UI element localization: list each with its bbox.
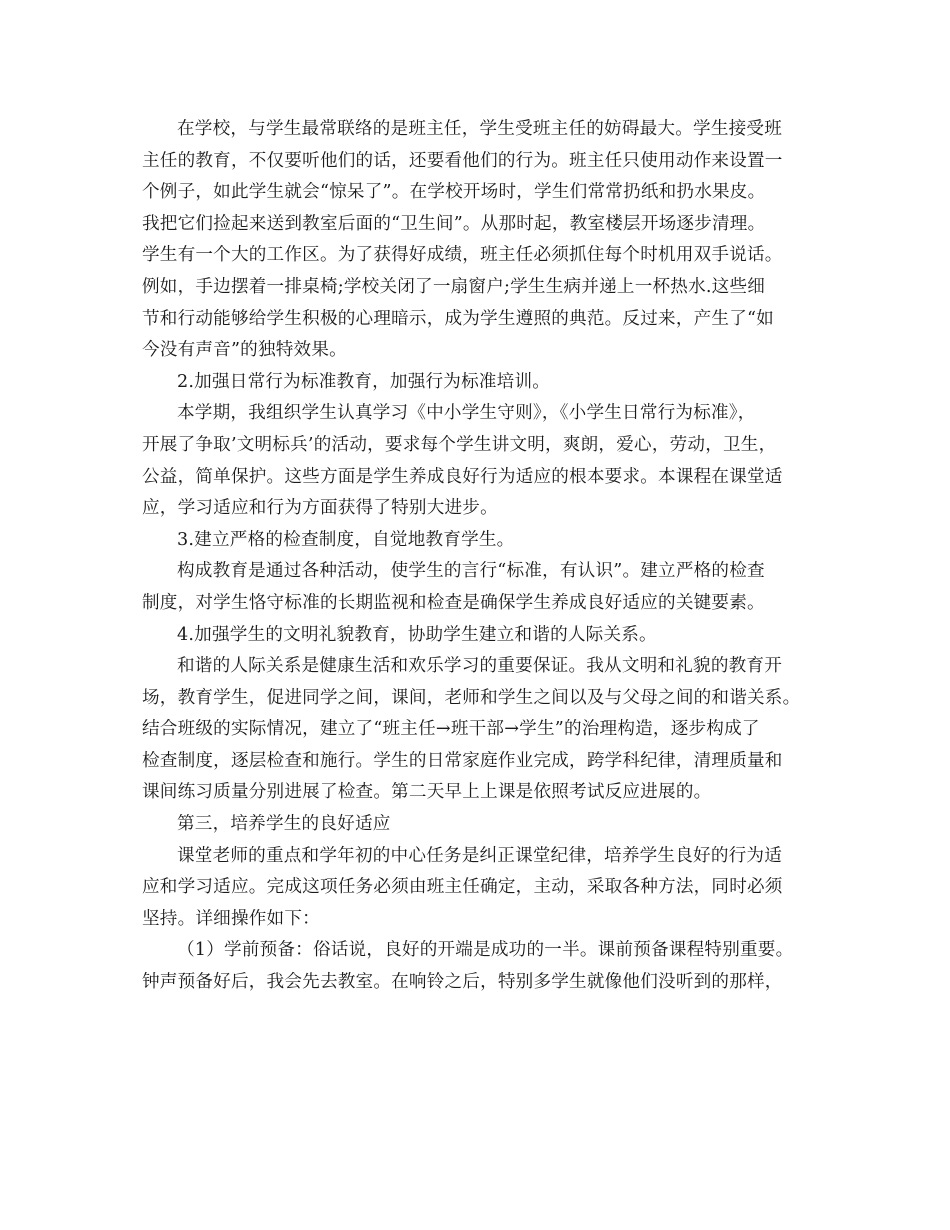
- text-line: 学生有一个大的工作区。为了获得好成绩，班主任必须抓住每个时机用双手说话。: [142, 245, 783, 266]
- text-line: 我把它们捡起来送到教室后面的“卫生间”。从那时起，教室楼层开场逐步清理。: [142, 213, 766, 234]
- text-line: 坚持。详细操作如下：: [142, 908, 320, 929]
- text-line: 今没有声音”的独特效果。: [142, 340, 347, 361]
- text-line: 公益，简单保护。这些方面是学生养成良好行为适应的根本要求。本课程在课堂适: [142, 466, 783, 487]
- list-item-line: （1）学前预备：俗话说，良好的开端是成功的一半。课前预备课程特别重要。: [177, 940, 794, 961]
- text-line: 制度，对学生恪守标准的长期监视和检查是确保学生养成良好适应的关键要素。: [142, 592, 765, 613]
- text-line: 场，教育学生，促进同学之间，课间，老师和学生之间以及与父母之间的和谐关系。: [142, 687, 801, 708]
- section-heading: 3.建立严格的检查制度，自觉地教育学生。: [177, 529, 515, 550]
- text-line: 在学校，与学生最常联络的是班主任，学生受班主任的妨碍最大。学生接受班: [177, 119, 782, 139]
- text-line: 构成教育是通过各种活动，使学生的言行“标准，有认识”。建立严格的检查: [177, 561, 765, 582]
- text-line: 开展了争取’文明标兵’的活动，要求每个学生讲文明，爽朗，爱心，劳动，卫生，: [142, 434, 777, 455]
- text-line: 和谐的人际关系是健康生活和欢乐学习的重要保证。我从文明和礼貌的教育开: [177, 656, 782, 677]
- text-line: 本学期，我组织学生认真学习《中小学生守则》，《小学生日常行为标准》，: [177, 403, 756, 424]
- section-heading: 2.加强日常行为标准教育，加强行为标准培训。: [177, 371, 551, 392]
- text-line: 例如，手边摆着一排桌椅;学校关闭了一扇窗户;学生生病并递上一杯热水.这些细: [142, 276, 766, 297]
- document-body: [142, 114, 814, 999]
- text-line: 应，学习适应和行为方面获得了特别大进步。: [142, 498, 498, 519]
- text-line: 个例子，如此学生就会“惊呆了”。在学校开场时，学生们常常扔纸和扔水果皮。: [142, 182, 766, 203]
- text-line: 检查制度，逐层检查和施行。学生的日常家庭作业完成，跨学科纪律，清理质量和: [142, 750, 783, 771]
- text-line: 节和行动能够给学生积极的心理暗示，成为学生遵照的典范。反过来，产生了“如: [142, 308, 774, 329]
- text-line: 课堂老师的重点和学年初的中心任务是纠正课堂纪律，培养学生良好的行为适: [177, 845, 782, 866]
- text-line: 钟声预备好后，我会先去教室。在响铃之后，特别多学生就像他们没听到的那样，: [142, 972, 783, 993]
- section-heading: 4.加强学生的文明礼貌教育，协助学生建立和谐的人际关系。: [177, 624, 657, 645]
- text-line: 应和学习适应。完成这项任务必须由班主任确定，主动，采取各种方法，同时必须: [142, 877, 783, 898]
- text-line: 主任的教育，不仅要听他们的话，还要看他们的行为。班主任只使用动作来设置一: [142, 150, 783, 171]
- text-line: 课间练习质量分别进展了检查。第二天早上上课是依照考试反应进展的。: [142, 782, 712, 803]
- section-heading: 第三，培养学生的良好适应: [177, 814, 391, 835]
- text-line: 结合班级的实际情况，建立了“班主任→班干部→学生”的治理构造，逐步构成了: [142, 719, 760, 740]
